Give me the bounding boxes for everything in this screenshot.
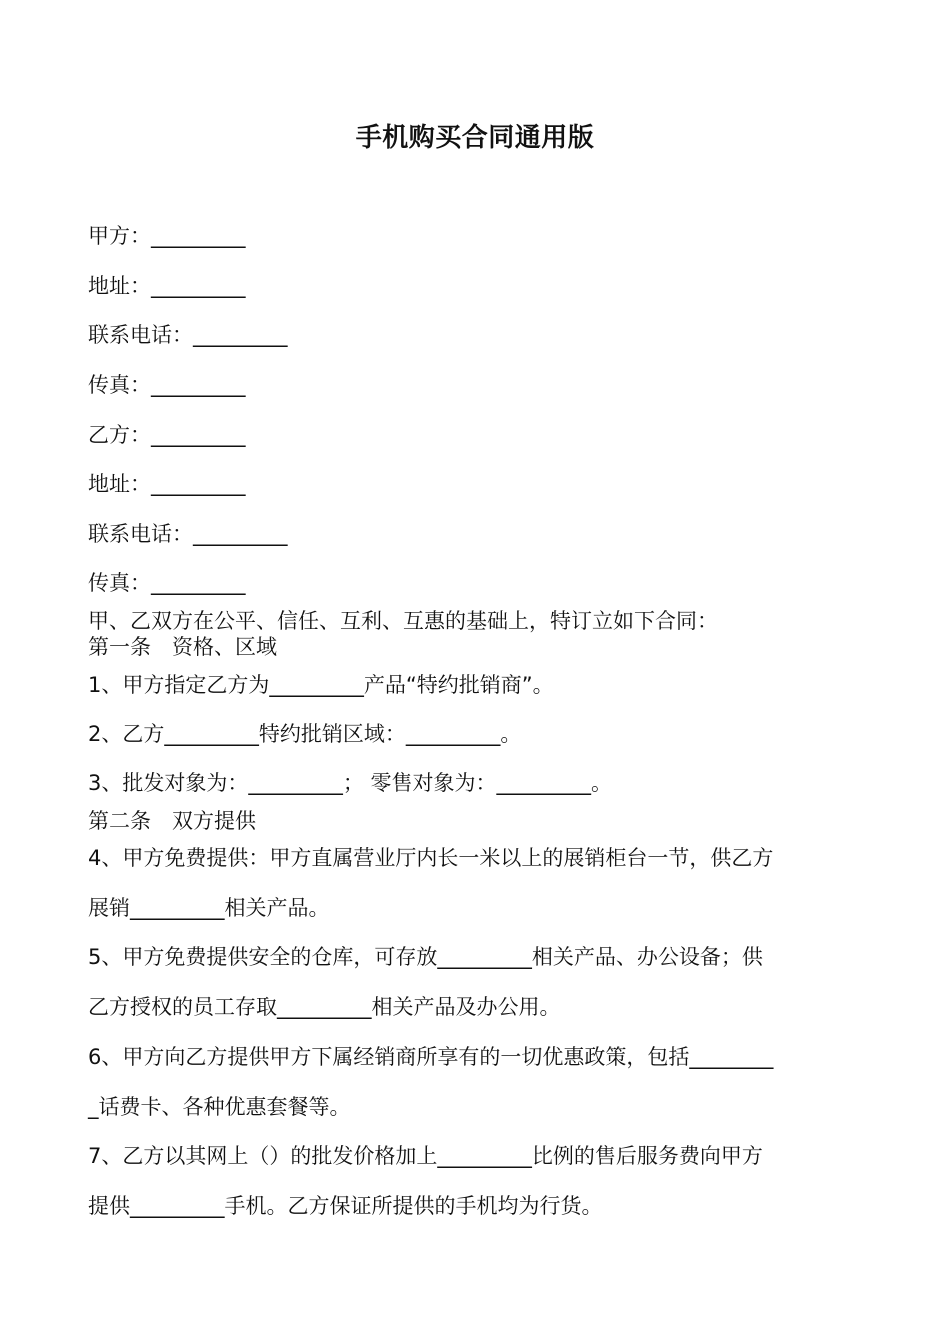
article-2-item-4-line-1: 4、甲方免费提供：甲方直属营业厅内长一米以上的展销柜台一节，供乙方 <box>88 846 774 870</box>
article-1-heading: 第一条 资格、区域 <box>88 635 277 659</box>
party-b-phone: 联系电话：_________ <box>88 522 288 546</box>
article-2-item-6-line-2: _话费卡、各种优惠套餐等。 <box>88 1095 351 1119</box>
preamble: 甲、乙双方在公平、信任、互利、互惠的基础上，特订立如下合同： <box>88 609 718 633</box>
article-2-heading: 第二条 双方提供 <box>88 809 256 833</box>
document-title: 手机购买合同通用版 <box>355 123 595 153</box>
article-1-item-1: 1、甲方指定乙方为_________产品“特约批销商”。 <box>88 673 554 697</box>
article-2-item-6-line-1: 6、甲方向乙方提供甲方下属经销商所享有的一切优惠政策，包括________ <box>88 1045 774 1069</box>
party-a-phone: 联系电话：_________ <box>88 323 288 347</box>
party-a-name: 甲方：_________ <box>88 224 246 248</box>
article-2-item-4-line-2: 展销_________相关产品。 <box>88 896 330 920</box>
party-a-address: 地址：_________ <box>88 274 246 298</box>
party-b-fax: 传真：_________ <box>88 571 246 595</box>
article-2-item-7-line-1: 7、乙方以其网上（）的批发价格加上_________比例的售后服务费向甲方 <box>88 1144 763 1168</box>
article-1-item-2: 2、乙方_________特约批销区域：_________。 <box>88 722 522 746</box>
article-2-item-7-line-2: 提供_________手机。乙方保证所提供的手机均为行货。 <box>88 1194 603 1218</box>
article-2-item-5-line-1: 5、甲方免费提供安全的仓库，可存放_________相关产品、办公设备；供 <box>88 945 763 969</box>
party-b-address: 地址：_________ <box>88 472 246 496</box>
party-a-fax: 传真：_________ <box>88 373 246 397</box>
party-b-name: 乙方：_________ <box>88 423 246 447</box>
article-1-item-3: 3、批发对象为：_________； 零售对象为：_________。 <box>88 771 613 795</box>
article-2-item-5-line-2: 乙方授权的员工存取_________相关产品及办公用。 <box>88 995 561 1019</box>
